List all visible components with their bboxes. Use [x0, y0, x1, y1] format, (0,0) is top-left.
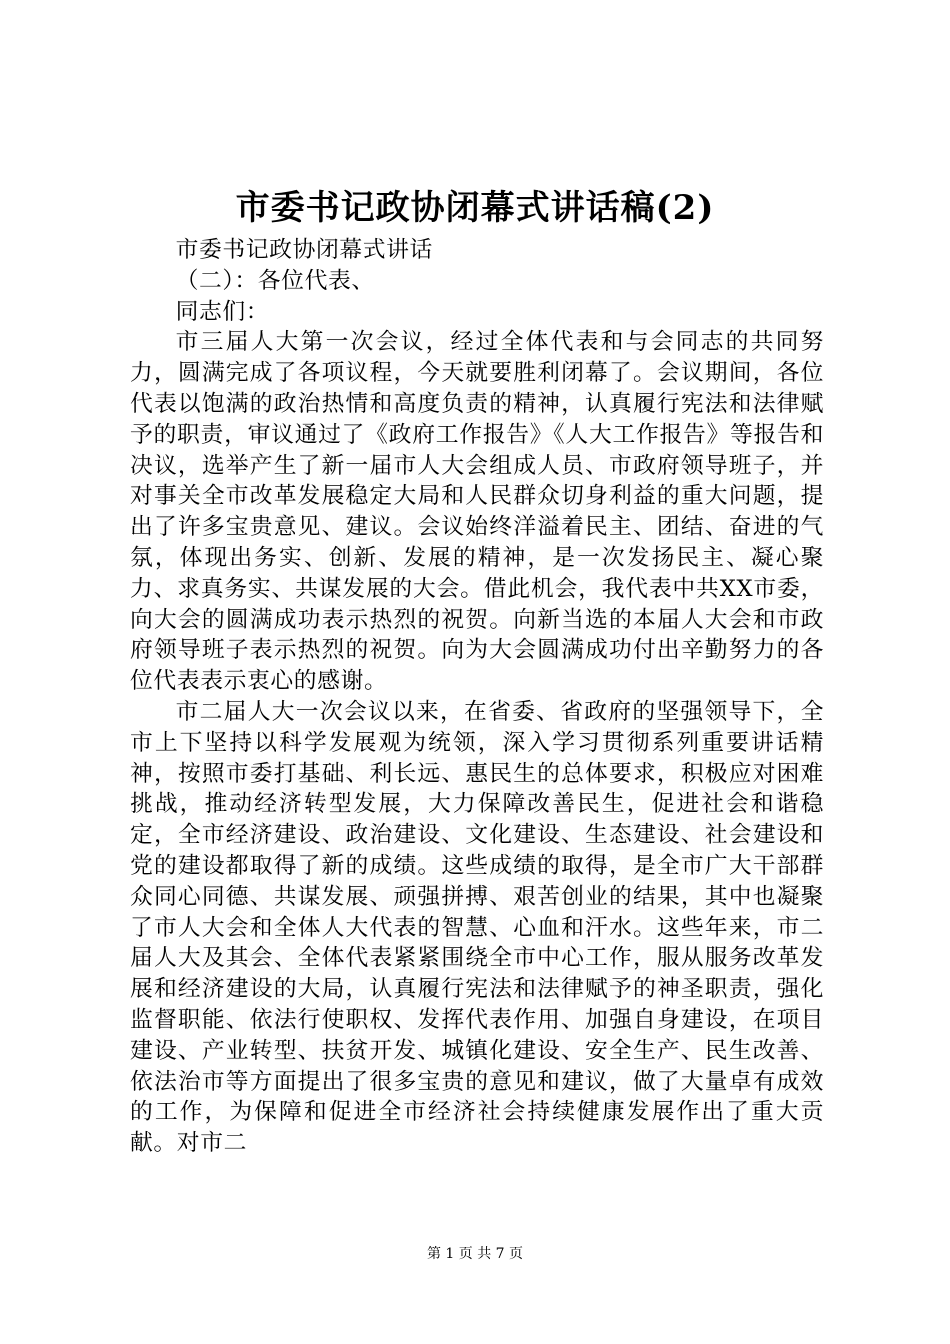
paragraph-body-2: 市二届人大一次会议以来，在省委、省政府的坚强领导下，全市上下坚持以科学发展观为统领，深入学习贯彻系列重要讲话精神，按照市委打基础、利长远、惠民生的总体要求，积极应对困难挑战，推动经济转型发展，大力保障改善民生，促进社会和谐稳定，全市经济建设、政治建设、文化建设、生态建设、社会建设和党的建设都取得了新的成绩。这些成绩的取得，是全市广大干部群众同心同德、共谋发展、顽强拼搏、艰苦创业的结果，其中也凝聚了市人大会和全体人大代表的智慧、心血和汗水。这些年来，市二届人大及其会、全体代表紧紧围绕全市中心工作，服从服务改革发展和经济建设的大局，认真履行宪法和法律赋予的神圣职责，强化监督职能、依法行使职权、发挥代表作用、加强自身建设，在项目建设、产业转型、扶贫开发、城镇化建设、安全生产、民生改善、依法治市等方面提出了很多宝贵的意见和建议，做了大量卓有成效的工作，为保障和促进全市经济社会持续健康发展作出了重大贡献。对市二 [130, 698, 824, 1157]
paragraph-subtitle: 市委书记政协闭幕式讲话 [175, 237, 433, 263]
page-footer [0, 1244, 950, 1264]
document-body [130, 235, 824, 1159]
paragraph-body-1: 市三届人大第一次会议，经过全体代表和与会同志的共同努力，圆满完成了各项议程，今天就要胜利闭幕了。会议期间，各位代表以饱满的政治热情和高度负责的精神，认真履行宪法和法律赋予的职责，审议通过了《政府工作报告》《人大工作报告》等报告和决议，选举产生了新一届市人大会组成人员、市政府领导班子，并对事关全市改革发展稳定大局和人民群众切身利益的重大问题，提出了许多宝贵意见、建议。会议始终洋溢着民主、团结、奋进的气氛，体现出务实、创新、发展的精神，是一次发扬民主、凝心聚力、求真务实、共谋发展的大会。借此机会，我代表中共XX市委，向大会的圆满成功表示热烈的祝贺。向新当选的本届人大会和市政府领导班子表示热烈的祝贺。向为大会圆满成功付出辛勤努力的各位代表表示衷心的感谢。 [130, 329, 824, 695]
document-title: 市委书记政协闭幕式讲话稿(2) [235, 188, 715, 228]
paragraph-salutation: （二）：各位代表、 [175, 267, 375, 294]
page-number: 第 1 页 共 7 页 [426, 1246, 524, 1262]
paragraph-address: 同志们： [175, 298, 270, 325]
